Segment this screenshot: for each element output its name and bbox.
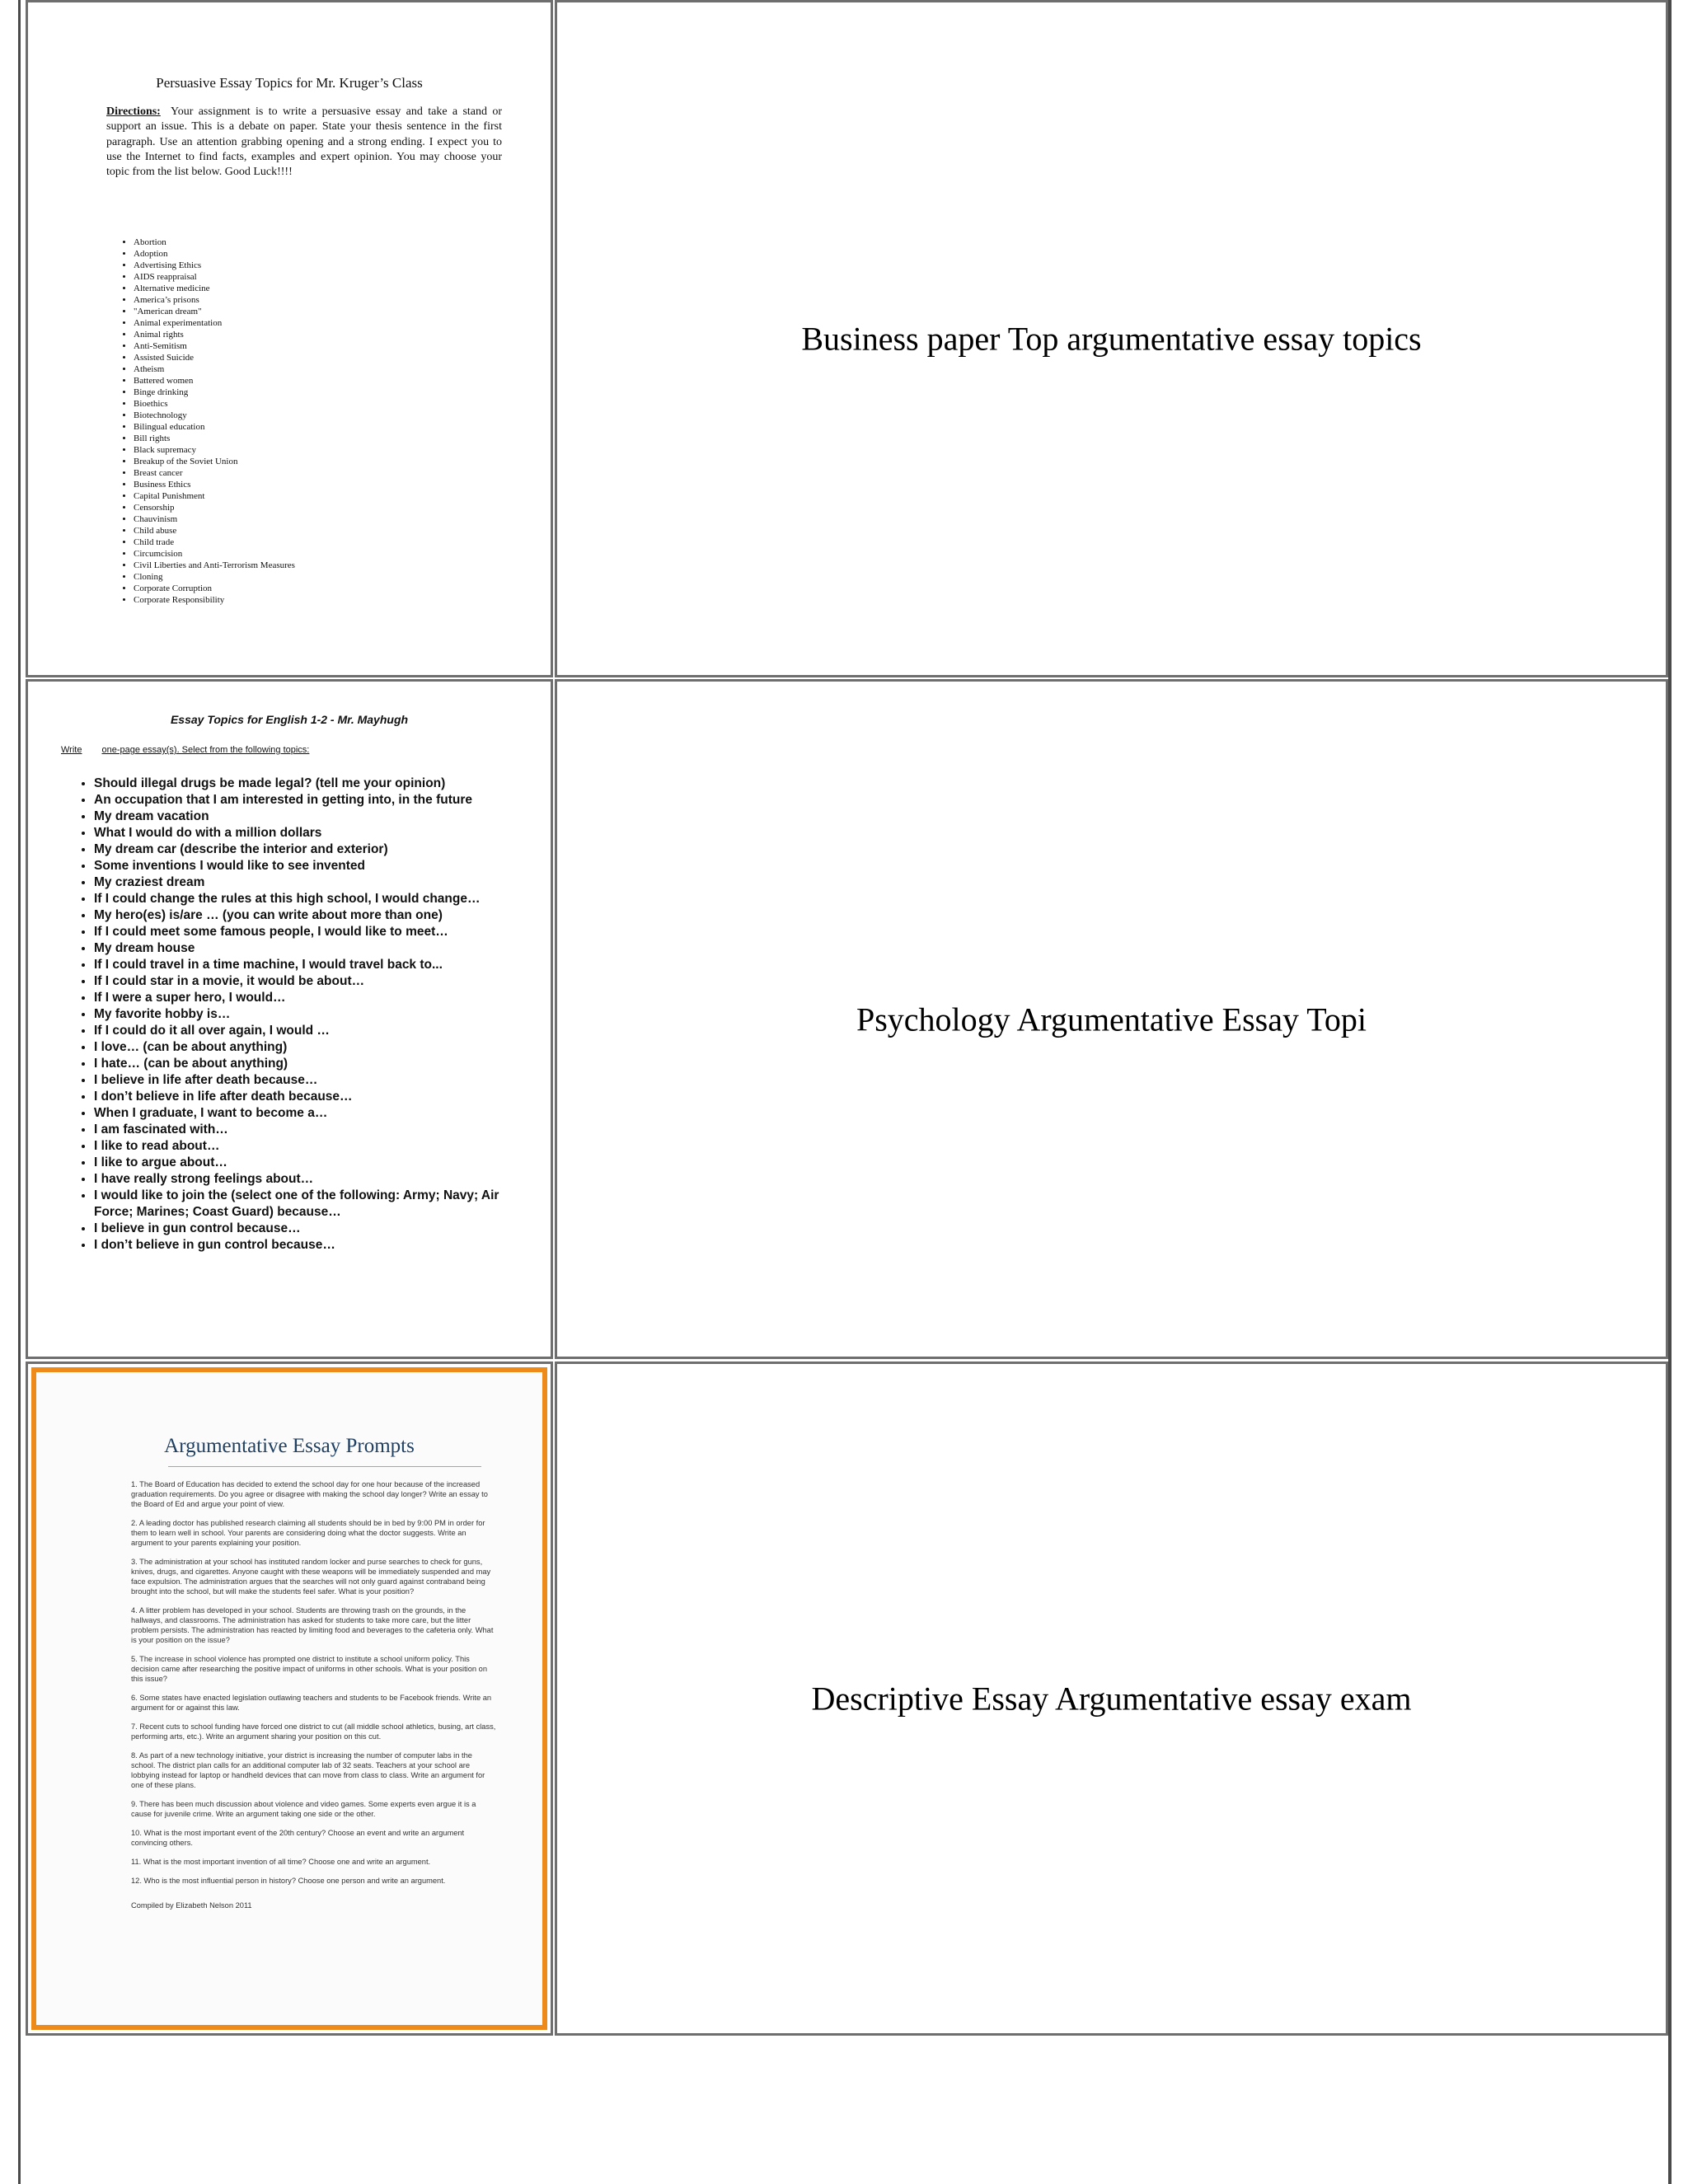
instructions-write: Write: [61, 745, 82, 755]
topic-item: • Chauvinism: [134, 513, 295, 525]
prompt-item: 10. What is the most important event of the 20th century? Choose an event and write an argument convincing others.: [131, 1829, 465, 1847]
topic-item: • Civil Liberties and Anti-Terrorism Measures: [134, 560, 295, 571]
topic-item: • My dream vacation: [94, 808, 531, 825]
topic-item: • My craziest dream: [94, 874, 531, 891]
directions-text: Your assignment is to write a persuasive essay and take a stand or support an issue. This is a debate on paper. State your thesis sentence in the first paragraph. Use an attention grabbing opening and a strong ending. I expect you to use the Internet to find facts, examples and expert opinion. You may choose your topic from the list below. Good Luck!!!!: [106, 105, 502, 179]
prompt-item: 2. A leading doctor has published research claiming all students should be in bed by 9:00 PM in order for them to learn well in school. Your parents are considering doing what the doctor suggests. Write an argument to your parents explaining your position.: [131, 1519, 485, 1547]
title-divider: [168, 1466, 481, 1467]
topic-list: [76, 776, 531, 1254]
topic-item: • I hate… (can be about anything): [94, 1056, 531, 1072]
topic-item: • An occupation that I am interested in getting into, in the future: [94, 792, 531, 808]
topic-item: • Breakup of the Soviet Union: [134, 456, 295, 467]
caption-cell-1[interactable]: [555, 0, 1668, 677]
caption-link[interactable]: Psychology Argumentative Essay Topi: [856, 1001, 1367, 1038]
prompt-item: 9. There has been much discussion about violence and video games. Some experts even argue it is a cause for juvenile crime. Write an argument taking one side or the other.: [131, 1800, 476, 1818]
thumbnail-title: Argumentative Essay Prompts: [164, 1435, 415, 1457]
topic-item: • Child trade: [134, 537, 295, 548]
topic-item: • My dream car (describe the interior and exterior): [94, 841, 531, 858]
topic-item: • Animal rights: [134, 329, 295, 340]
topic-item: • Cloning: [134, 571, 295, 583]
topic-item: • I have really strong feelings about…: [94, 1171, 531, 1188]
topic-item: • Capital Punishment: [134, 490, 295, 502]
topic-item: • Assisted Suicide: [134, 352, 295, 363]
topic-item: • I am fascinated with…: [94, 1122, 531, 1138]
topic-item: • Atheism: [134, 363, 295, 375]
topic-item: • I like to read about…: [94, 1138, 531, 1155]
page-frame-right: [1668, 0, 1672, 2184]
prompt-item: 12. Who is the most influential person in history? Choose one person and write an argument.: [131, 1877, 446, 1885]
topic-item: • If I could meet some famous people, I would like to meet…: [94, 924, 531, 940]
topic-item: • Breast cancer: [134, 467, 295, 479]
topic-item: • Alternative medicine: [134, 283, 295, 294]
topic-item: • If I could travel in a time machine, I would travel back to...: [94, 957, 531, 973]
caption-cell-3[interactable]: [555, 1361, 1668, 2036]
directions-paragraph: [106, 105, 502, 180]
prompt-item: 11. What is the most important invention of all time? Choose one and write an argument.: [131, 1858, 431, 1866]
instructions-text: one-page essay(s). Select from the following topics:: [101, 745, 310, 755]
instructions-line: [61, 745, 309, 755]
topic-item: • Black supremacy: [134, 444, 295, 456]
topic-item: • My hero(es) is/are … (you can write about more than one): [94, 907, 531, 924]
prompt-item: 8. As part of a new technology initiative, your district is increasing the number of computer labs in the school. The district plan calls for an additional computer lab of 32 seats. Teachers at your school are lobbying instead for laptop or handheld devices that can move from class to class. Write an argument for one of these plans.: [131, 1751, 485, 1789]
topic-item: • My dream house: [94, 940, 531, 957]
topic-item: • Animal experimentation: [134, 317, 295, 329]
prompt-item: 3. The administration at your school has instituted random locker and purse searches to check for guns, knives, drugs, and cigarettes. Anyone caught with these weapons will be immediately suspended and may face expulsion. The administration argues that the searches will not only guard against contraband being brought into the school, but will make the students feel safer. What is your position?: [131, 1558, 491, 1596]
topic-item: • Censorship: [134, 502, 295, 513]
thumbnail-cell-3[interactable]: [26, 1361, 553, 2036]
essay-topics-thumbnail[interactable]: [28, 682, 551, 1357]
topic-item: • I don’t believe in gun control because…: [94, 1237, 531, 1254]
topic-item: • Battered women: [134, 375, 295, 387]
essay-topics-thumbnail[interactable]: [28, 2, 551, 675]
prompt-item: 4. A litter problem has developed in your school. Students are throwing trash on the grounds, in the hallways, and classrooms. The administration has asked for students to take more care, but the litter problem persists. The administration has reacted by limiting food and beverages to the cafeteria only. What is your position on the issue?: [131, 1606, 494, 1644]
topic-item: • Some inventions I would like to see invented: [94, 858, 531, 874]
topic-list: [119, 237, 295, 606]
credit-line: Compiled by Elizabeth Nelson 2011: [131, 1901, 252, 1910]
prompt-list: [131, 1479, 498, 1919]
caption-cell-2[interactable]: [555, 679, 1668, 1359]
topic-item: • AIDS reappraisal: [134, 271, 295, 283]
topic-item: • Child abuse: [134, 525, 295, 537]
topic-item: • Bill rights: [134, 433, 295, 444]
topic-item: • America’s prisons: [134, 294, 295, 306]
topic-item: • If I were a super hero, I would…: [94, 990, 531, 1006]
topic-item: • Bioethics: [134, 398, 295, 410]
essay-prompts-thumbnail[interactable]: [31, 1367, 547, 2030]
topic-item: • If I could do it all over again, I would …: [94, 1023, 531, 1039]
topic-item: • I believe in gun control because…: [94, 1221, 531, 1237]
topic-item: • Abortion: [134, 237, 295, 248]
topic-item: • Anti-Semitism: [134, 340, 295, 352]
topic-item: • Bilingual education: [134, 421, 295, 433]
topic-item: • Adoption: [134, 248, 295, 260]
thumbnail-cell-1[interactable]: [26, 0, 553, 677]
topic-item: • I love… (can be about anything): [94, 1039, 531, 1056]
topic-item: • Should illegal drugs be made legal? (tell me your opinion): [94, 776, 531, 792]
topic-item: • I don’t believe in life after death because…: [94, 1089, 531, 1105]
prompt-item: 1. The Board of Education has decided to extend the school day for one hour because of the increased graduation requirements. Do you agree or disagree with making the school day longer? Write an essay to the Board of Ed and argue your point of view.: [131, 1480, 488, 1508]
topic-item: • My favorite hobby is…: [94, 1006, 531, 1023]
thumbnail-title: Essay Topics for English 1-2 - Mr. Mayhugh: [170, 713, 409, 726]
topic-item: • Circumcision: [134, 548, 295, 560]
topic-item: • Corporate Corruption: [134, 583, 295, 594]
topic-item: • I would like to join the (select one of the following: Army; Navy; Air Force; Marines; Coast Guard) because…: [94, 1188, 531, 1221]
topic-item: • Business Ethics: [134, 479, 295, 490]
topic-item: • I believe in life after death because…: [94, 1072, 531, 1089]
topic-item: • Advertising Ethics: [134, 260, 295, 271]
thumbnail-cell-2[interactable]: [26, 679, 553, 1359]
thumbnail-title: Persuasive Essay Topics for Mr. Kruger’s Class: [156, 75, 423, 91]
topic-item: • Binge drinking: [134, 387, 295, 398]
prompt-item: 6. Some states have enacted legislation outlawing teachers and students to be Facebook friends. Write an argument for or against this law.: [131, 1694, 492, 1712]
topic-item: • If I could change the rules at this high school, I would change…: [94, 891, 531, 907]
prompt-item: 7. Recent cuts to school funding have forced one district to cut (all middle school athletics, busing, art class, performing arts, etc.). Write an argument sharing your position on this cut.: [131, 1722, 496, 1741]
caption-link[interactable]: Business paper Top argumentative essay topics: [801, 320, 1422, 358]
prompt-item: 5. The increase in school violence has prompted one district to institute a school uniform policy. This decision came after researching the positive impact of uniforms in other schools. What is your position on this issue?: [131, 1655, 487, 1683]
topic-item: • If I could star in a movie, it would be about…: [94, 973, 531, 990]
topic-item: • What I would do with a million dollars: [94, 825, 531, 841]
page-frame-left: [18, 0, 21, 2184]
topic-item: • I like to argue about…: [94, 1155, 531, 1171]
topic-item: • "American dream": [134, 306, 295, 317]
directions-label: Directions:: [106, 105, 161, 118]
caption-link[interactable]: Descriptive Essay Argumentative essay exam: [811, 1680, 1412, 1718]
topic-item: • Biotechnology: [134, 410, 295, 421]
topic-item: • Corporate Responsibility: [134, 594, 295, 606]
topic-item: • When I graduate, I want to become a…: [94, 1105, 531, 1122]
